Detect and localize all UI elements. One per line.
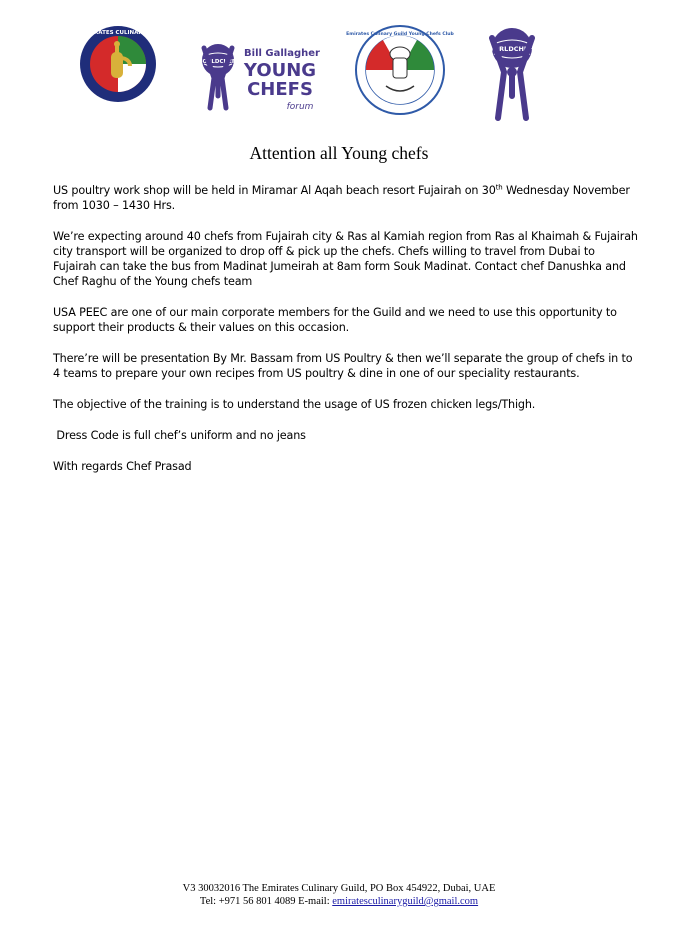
emirates-culinary-guild-logo-icon	[68, 24, 168, 104]
chefs-text: CHEFS	[247, 79, 313, 100]
footer-phone: Tel: +971 56 801 4089 E-mail:	[199, 896, 333, 907]
paragraph-transport: We’re expecting around 40 chefs from Fujairah city & Ras al Kamiah region from Ras al Khaimah & Fujairah city transport will be organized to drop off & pick up the chefs. Chefs willing to travel from Dubai to Fujairah can take the bus from Madinat Jumeirah at 8am form Souk Madinat. Contact chef Danushka and Chef Raghu of the Young chefs team	[53, 230, 638, 288]
paragraph-workshop-details	[53, 183, 638, 213]
paragraph-objective: The objective of the training is to understand the usage of US frozen chicken legs/Thigh.	[53, 398, 536, 411]
emirates-culinary-guild-logo-text: THE EMIRATES CULINARY GUILD	[68, 30, 168, 36]
forum-text: forum	[286, 102, 314, 112]
young-chefs-forum-logo-icon	[196, 38, 328, 124]
document-body	[53, 183, 638, 490]
young-text: YOUNG	[243, 60, 317, 81]
worldchefs-badge-text: WORLDCHEFS	[196, 59, 240, 65]
paragraph-workshop-details-part2: Wednesday November from 1030 – 1430 Hrs.	[53, 184, 630, 212]
paragraph-signoff: With regards Chef Prasad	[53, 460, 192, 473]
footer-address: V3 30032016 The Emirates Culinary Guild, PO Box 454922, Dubai, UAE	[182, 883, 496, 894]
footer-contact	[0, 895, 678, 908]
young-chefs-club-logo-text: Emirates Culinary Guild Young Chefs Club	[346, 32, 454, 37]
worldchefs-badge-text-2: WORLDCHEFS	[486, 45, 538, 53]
ordinal-suffix: th	[495, 183, 503, 192]
paragraph-workshop-details-part1: US poultry work shop will be held in Miramar Al Aqah beach resort Fujairah on 30	[53, 184, 496, 197]
logo-header	[0, 14, 678, 134]
email-link[interactable]: emiratesculinaryguild@gmail.com	[332, 896, 479, 907]
emirates-culinary-guild-young-chefs-club-logo-icon	[346, 24, 454, 116]
paragraph-dress-code: Dress Code is full chef’s uniform and no jeans	[53, 429, 306, 442]
document-footer	[0, 882, 678, 908]
bill-gallagher-text: Bill Gallagher	[244, 48, 320, 59]
paragraph-sponsor: USA PEEC are one of our main corporate members for the Guild and we need to use this opportunity to support their products & their values on this occasion.	[53, 306, 617, 334]
document-title: Attention all Young chefs	[249, 143, 429, 163]
paragraph-presentation: There’re will be presentation By Mr. Bassam from US Poultry & then we’ll separate the group of chefs in to 4 teams to prepare your own recipes from US poultry & dine in one of our speciality restaurants.	[53, 352, 633, 380]
worldchefs-logo-icon	[478, 26, 546, 126]
